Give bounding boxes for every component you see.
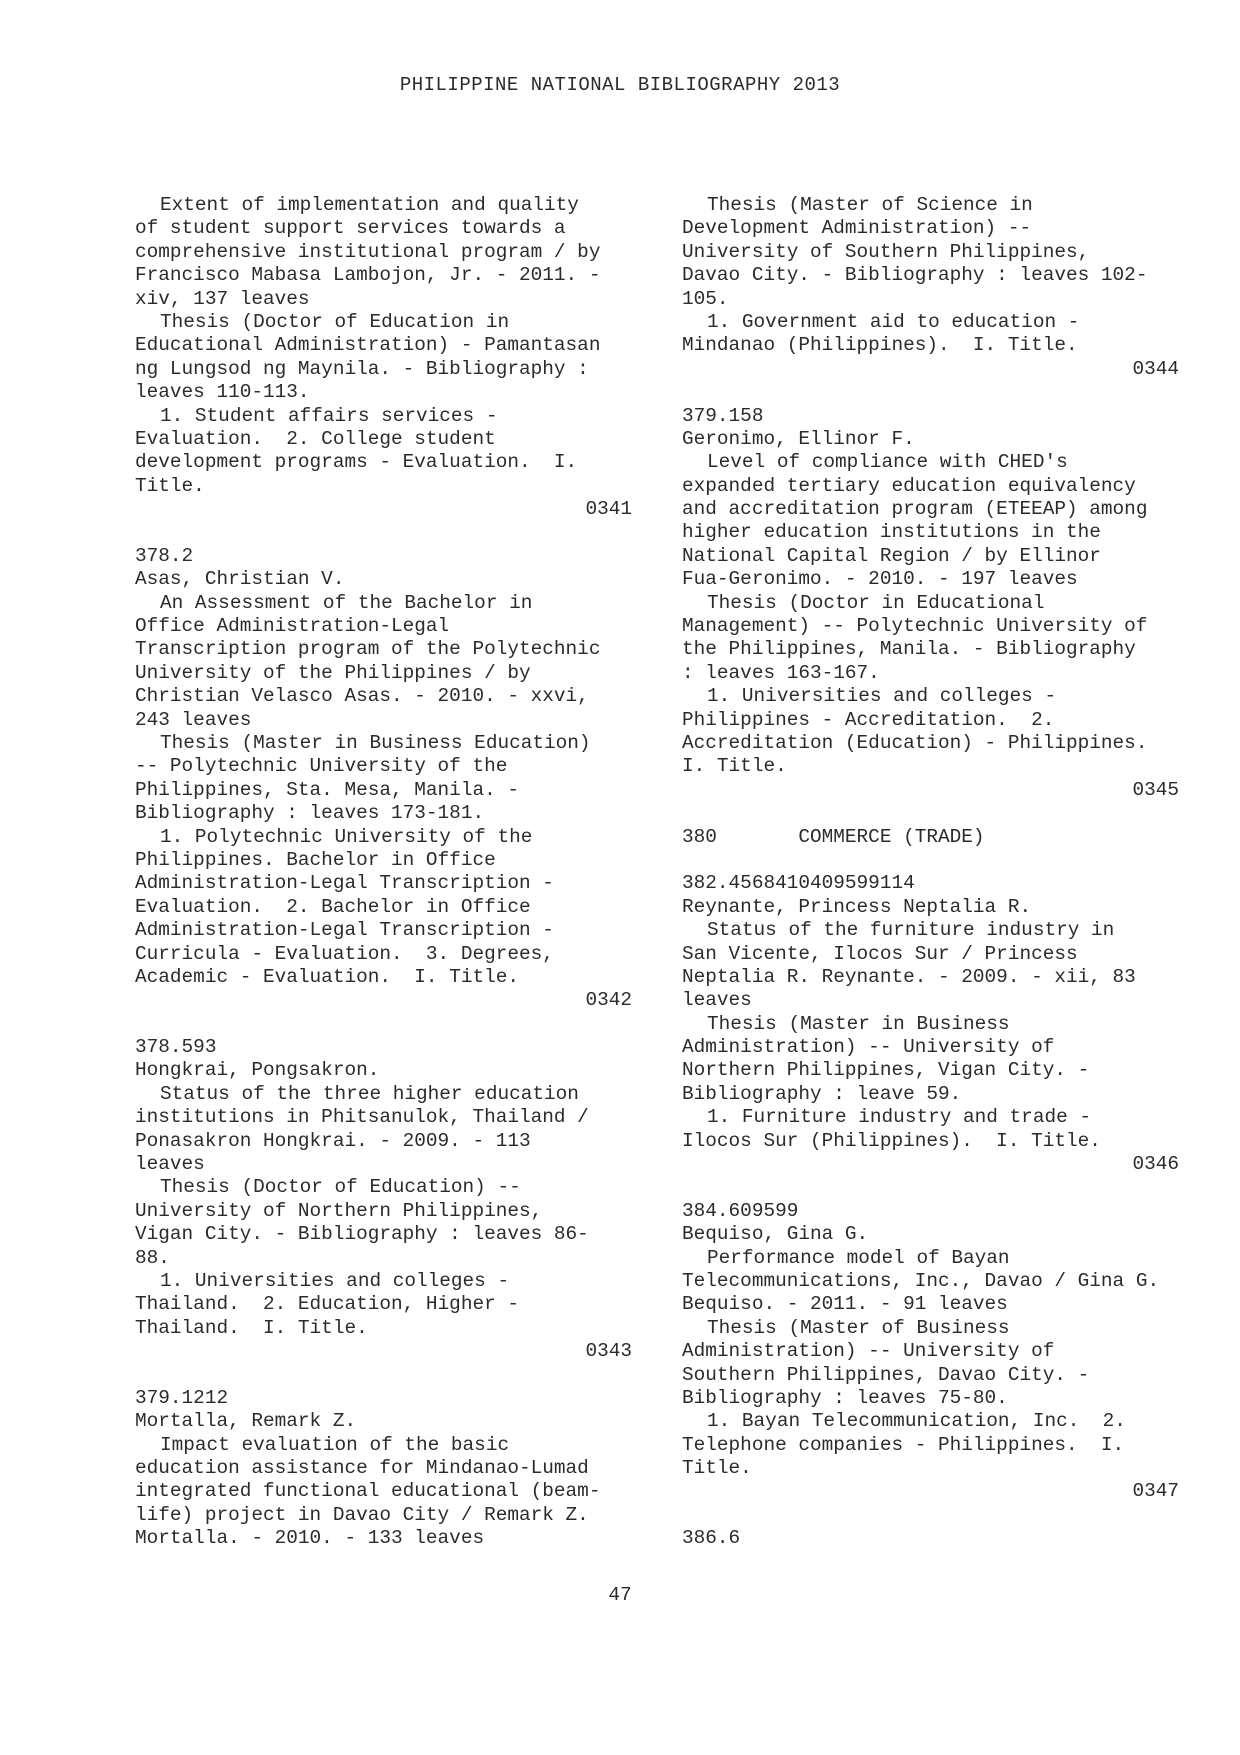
text-line: expanded tertiary education equivalency (682, 474, 1136, 497)
text-line: Bequiso. - 2011. - 91 leaves (682, 1293, 1008, 1316)
text-line: Philippines. Bachelor in Office (135, 848, 496, 871)
text-line: Bibliography : leaves 75-80. (682, 1386, 1008, 1409)
text-line: Bibliography : leave 59. (682, 1082, 962, 1105)
text-line: Asas, Christian V. (135, 568, 345, 591)
text-line: Educational Administration) - Pamantasan (135, 334, 601, 357)
text-line: Status of the furniture industry in (707, 919, 1115, 942)
spacer (682, 1504, 1202, 1527)
text-line: Level of compliance with CHED's (707, 451, 1068, 474)
spacer (135, 1364, 655, 1387)
text-line: the Philippines, Manila. - Bibliography (682, 638, 1136, 661)
text-line: 1. Universities and colleges - (707, 685, 1057, 708)
text-line: San Vicente, Ilocos Sur / Princess (682, 942, 1078, 965)
text-line: higher education institutions in the (682, 521, 1101, 544)
text-line: Evaluation. 2. Bachelor in Office (135, 895, 531, 918)
text-line: leaves (682, 989, 752, 1012)
record-number: 0347 (1132, 1480, 1179, 1503)
text-line: 380 COMMERCE (TRADE) (682, 825, 985, 848)
text-line: leaves 110-113. (135, 381, 310, 404)
text-line: Extent of implementation and quality (160, 194, 579, 216)
right-column (682, 194, 1202, 1551)
text-line: Administration) -- University of (682, 1340, 1055, 1363)
text-line: 382.4568410409599114 (682, 872, 915, 895)
text-line: 88. (135, 1246, 170, 1269)
text-line: 386.6 (682, 1527, 741, 1550)
text-line: University of Southern Philippines, (682, 240, 1090, 263)
record-number: 0343 (585, 1340, 632, 1363)
page-number: 47 (608, 1584, 632, 1606)
text-line: National Capital Region / by Ellinor (682, 544, 1101, 567)
text-line: xiv, 137 leaves (135, 287, 310, 310)
text-line: education assistance for Mindanao-Lumad (135, 1457, 589, 1480)
text-line: Performance model of Bayan (707, 1246, 1010, 1269)
text-line: 1. Polytechnic University of the (160, 825, 533, 848)
spacer (135, 1013, 655, 1036)
text-line: Status of the three higher education (160, 1082, 579, 1105)
text-line: I. Title. (682, 755, 787, 778)
text-line: Title. (135, 474, 205, 497)
text-line: Ilocos Sur (Philippines). I. Title. (682, 1129, 1101, 1152)
text-line: Thesis (Master of Business (707, 1316, 1010, 1339)
text-line: Telecommunications, Inc., Davao / Gina G. (682, 1269, 1160, 1292)
text-line: Thesis (Doctor of Education in (160, 310, 510, 333)
spacer (682, 1176, 1202, 1199)
record-number: 0345 (1132, 778, 1179, 801)
text-line: Academic - Evaluation. I. Title. (135, 965, 519, 988)
text-line: Davao City. - Bibliography : leaves 102- (682, 264, 1148, 287)
text-line: institutions in Phitsanulok, Thailand / (135, 1106, 589, 1129)
text-line: Mortalla. - 2010. - 133 leaves (135, 1527, 485, 1550)
text-line: 105. (682, 287, 729, 310)
text-line: Curricula - Evaluation. 3. Degrees, (135, 942, 554, 965)
text-line: 1. Student affairs services - (160, 404, 498, 427)
text-line: : leaves 163-167. (682, 661, 880, 684)
text-line: Christian Velasco Asas. - 2010. - xxvi, (135, 685, 589, 708)
text-line: Development Administration) -- (682, 217, 1032, 240)
text-line: 1. Bayan Telecommunication, Inc. 2. (707, 1410, 1126, 1433)
text-line: integrated functional educational (beam- (135, 1480, 601, 1503)
text-line: Thesis (Master in Business (707, 1012, 1010, 1035)
text-line: development programs - Evaluation. I. (135, 451, 578, 474)
spacer (682, 849, 1202, 872)
text-line: Accreditation (Education) - Philippines. (682, 731, 1148, 754)
text-line: 243 leaves (135, 708, 252, 731)
text-line: Management) -- Polytechnic University of (682, 615, 1148, 638)
text-line: Telephone companies - Philippines. I. (682, 1433, 1125, 1456)
page-header-title: PHILIPPINE NATIONAL BIBLIOGRAPHY 2013 (399, 74, 841, 96)
text-line: Ponasakron Hongkrai. - 2009. - 113 (135, 1129, 531, 1152)
text-line: Geronimo, Ellinor F. (682, 427, 915, 450)
text-line: Transcription program of the Polytechnic (135, 638, 601, 661)
text-line: Fua-Geronimo. - 2010. - 197 leaves (682, 568, 1078, 591)
text-line: leaves (135, 1153, 205, 1176)
text-line: ng Lungsod ng Maynila. - Bibliography : (135, 357, 589, 380)
text-line: comprehensive institutional program / by (135, 240, 601, 263)
spacer (682, 802, 1202, 825)
text-line: Hongkrai, Pongsakron. (135, 1059, 380, 1082)
text-line: Thesis (Doctor in Educational (707, 591, 1045, 614)
text-line: Francisco Mabasa Lambojon, Jr. - 2011. - (135, 264, 601, 287)
text-line: Thesis (Doctor of Education) -- (160, 1176, 521, 1199)
text-line: Mindanao (Philippines). I. Title. (682, 334, 1078, 357)
text-line: University of the Philippines / by (135, 661, 531, 684)
text-line: Mortalla, Remark Z. (135, 1410, 357, 1433)
text-line: Thailand. 2. Education, Higher - (135, 1293, 519, 1316)
text-line: life) project in Davao City / Remark Z. (135, 1503, 589, 1526)
text-line: Administration-Legal Transcription - (135, 919, 554, 942)
text-line: 1. Furniture industry and trade - (707, 1106, 1091, 1129)
text-line: Evaluation. 2. College student (135, 427, 496, 450)
text-line: Title. (682, 1457, 752, 1480)
text-line: An Assessment of the Bachelor in (160, 591, 533, 614)
text-line: Bibliography : leaves 173-181. (135, 802, 485, 825)
text-line: Northern Philippines, Vigan City. - (682, 1059, 1090, 1082)
text-line: Neptalia R. Reynante. - 2009. - xii, 83 (682, 965, 1136, 988)
text-line: Vigan City. - Bibliography : leaves 86- (135, 1223, 589, 1246)
text-line: 384.609599 (682, 1199, 799, 1222)
text-line: Impact evaluation of the basic (160, 1433, 510, 1456)
text-line: University of Northern Philippines, (135, 1199, 543, 1222)
text-line: and accreditation program (ETEEAP) among (682, 498, 1148, 521)
text-line: Reynante, Princess Neptalia R. (682, 895, 1032, 918)
text-line: of student support services towards a (135, 217, 566, 240)
text-line: 378.2 (135, 544, 194, 567)
text-line: Philippines, Sta. Mesa, Manila. - (135, 778, 519, 801)
spacer (135, 521, 655, 544)
text-line: 379.1212 (135, 1386, 229, 1409)
text-line: Southern Philippines, Davao City. - (682, 1363, 1090, 1386)
text-line: Thesis (Master of Science in (707, 194, 1033, 216)
text-line: Philippines - Accreditation. 2. (682, 708, 1055, 731)
left-column (135, 194, 655, 1551)
record-number: 0346 (1132, 1153, 1179, 1176)
record-number: 0342 (585, 989, 632, 1012)
record-number: 0341 (585, 498, 632, 521)
text-line: 379.158 (682, 404, 764, 427)
text-line: Thailand. I. Title. (135, 1316, 368, 1339)
text-line: 1. Universities and colleges - (160, 1269, 510, 1292)
spacer (682, 381, 1202, 404)
text-line: Bequiso, Gina G. (682, 1223, 869, 1246)
text-line: 378.593 (135, 1036, 217, 1059)
record-number: 0344 (1132, 357, 1179, 380)
text-line: 1. Government aid to education - (707, 310, 1080, 333)
text-line: Office Administration-Legal (135, 615, 450, 638)
text-line: Administration-Legal Transcription - (135, 872, 554, 895)
text-line: Thesis (Master in Business Education) (160, 731, 591, 754)
text-line: -- Polytechnic University of the (135, 755, 508, 778)
text-line: Administration) -- University of (682, 1036, 1055, 1059)
